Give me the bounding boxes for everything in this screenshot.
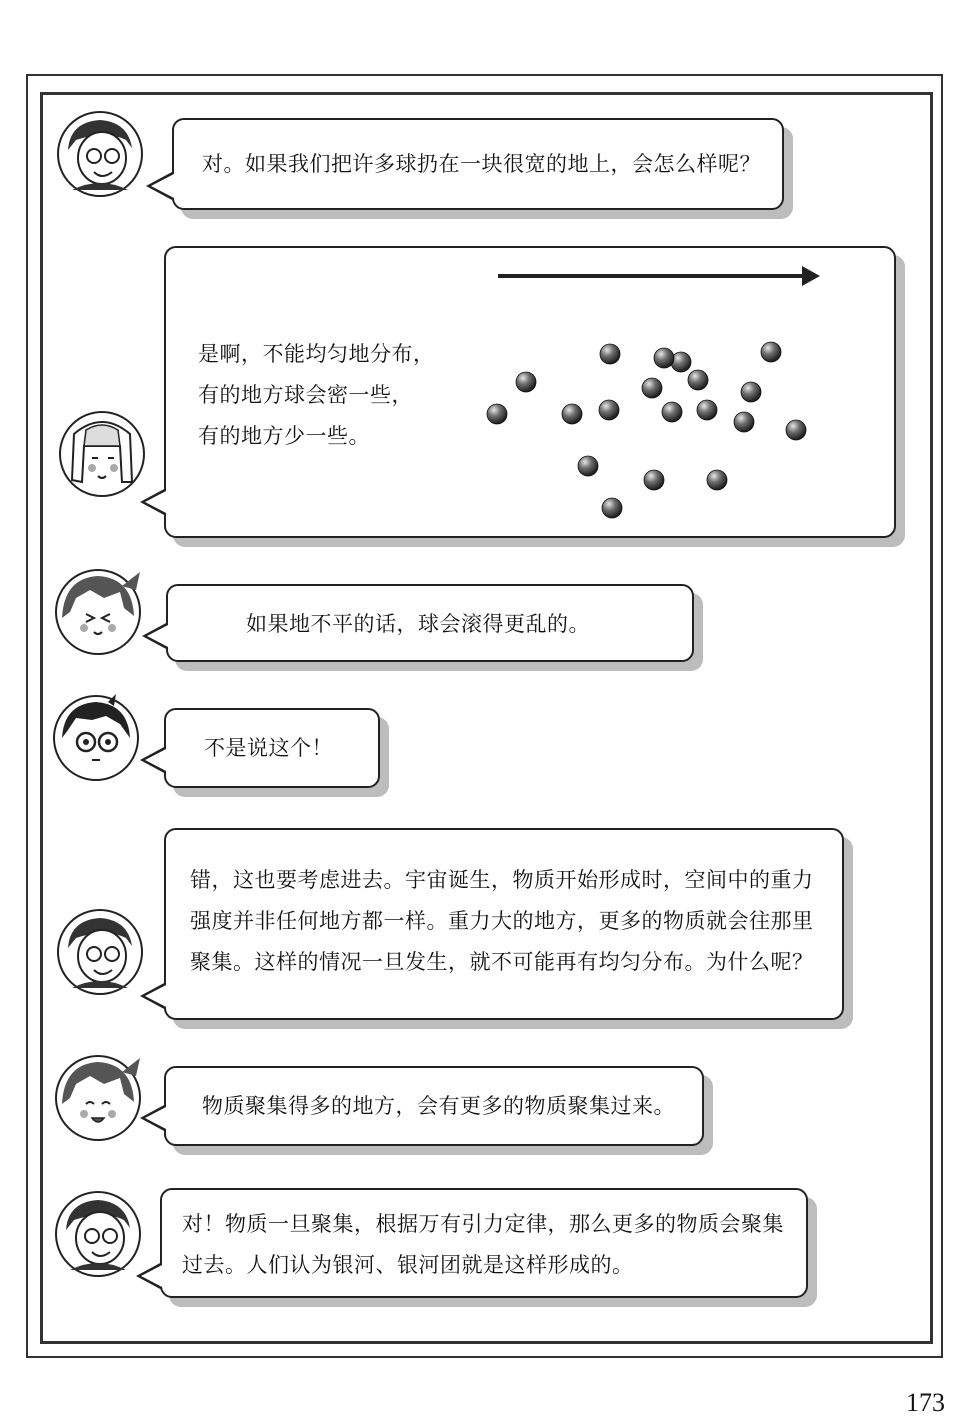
speech-bubble-5 [164, 828, 844, 1020]
ball-6 [562, 404, 582, 424]
speech-text-6: 物质聚集得多的地方，会有更多的物质聚集过来。 [202, 1094, 675, 1118]
ball-10 [741, 382, 761, 402]
ball-4 [688, 370, 708, 390]
ball-19 [516, 372, 536, 392]
boy-glasses-avatar-icon [52, 694, 140, 782]
professor-avatar-icon [56, 908, 144, 996]
speech-bubble-1 [172, 118, 784, 210]
right-arrow-icon [498, 266, 820, 286]
bubble-tail-fill-4 [145, 748, 168, 772]
speech-text-3: 如果地不平的话，球会滚得更乱的。 [246, 612, 590, 636]
girl-pigtail-avatar-icon [54, 568, 142, 656]
girl-pigtail-avatar-icon [54, 1054, 142, 1142]
bubble-tail-fill-7 [141, 1264, 164, 1288]
speech-bubble-2 [164, 246, 896, 538]
balls-illustration [166, 248, 894, 536]
speech-text-5: 错，这也要考虑进去。宇宙诞生，物质开始形成时，空间中的重力 强度并非任何地方都一样。重力大的地方，更多的物质就会往那里 聚集。这样的情况一旦发生，就不可能再有均匀分布。为什么呢？ [190, 868, 814, 974]
ball-14 [786, 420, 806, 440]
speech-bubble-3 [166, 584, 694, 662]
speech-bubble-6 [164, 1066, 704, 1146]
ball-11 [662, 402, 682, 422]
ball-3 [600, 344, 620, 364]
girl-long-hair-avatar-icon [58, 410, 146, 498]
ball-20 [654, 348, 674, 368]
ball-16 [644, 470, 664, 490]
ball-5 [599, 400, 619, 420]
speech-text-1: 对。如果我们把许多球扔在一块很宽的地上，会怎么样呢？ [202, 152, 761, 176]
ball-15 [578, 456, 598, 476]
ball-17 [707, 470, 727, 490]
page-number: 173 [906, 1388, 945, 1417]
speech-text-7: 对！物质一旦聚集，根据万有引力定律，那么更多的物质会聚集 过去。人们认为银河、银河团就是这样形成的。 [182, 1212, 784, 1277]
speech-bubble-7 [160, 1188, 808, 1298]
bubble-tail-fill-2 [145, 490, 168, 514]
bubble-tail-fill-3 [147, 624, 170, 648]
bubble-tail-fill-5 [145, 984, 168, 1008]
ball-7 [487, 404, 507, 424]
professor-avatar-icon [54, 1190, 142, 1278]
ball-9 [642, 378, 662, 398]
bubble-tail-fill-1 [151, 174, 174, 198]
ball-18 [602, 498, 622, 518]
speech-text-4: 不是说这个！ [204, 736, 333, 760]
ball-1 [761, 342, 781, 362]
speech-bubble-4 [164, 708, 380, 788]
ball-8 [671, 352, 691, 372]
speech-text-2: 是啊，不能均匀地分布， 有的地方球会密一些， 有的地方少一些。 [198, 342, 435, 448]
professor-avatar-icon [56, 110, 144, 198]
ball-13 [734, 412, 754, 432]
ball-12 [697, 400, 717, 420]
bubble-tail-fill-6 [145, 1106, 168, 1130]
